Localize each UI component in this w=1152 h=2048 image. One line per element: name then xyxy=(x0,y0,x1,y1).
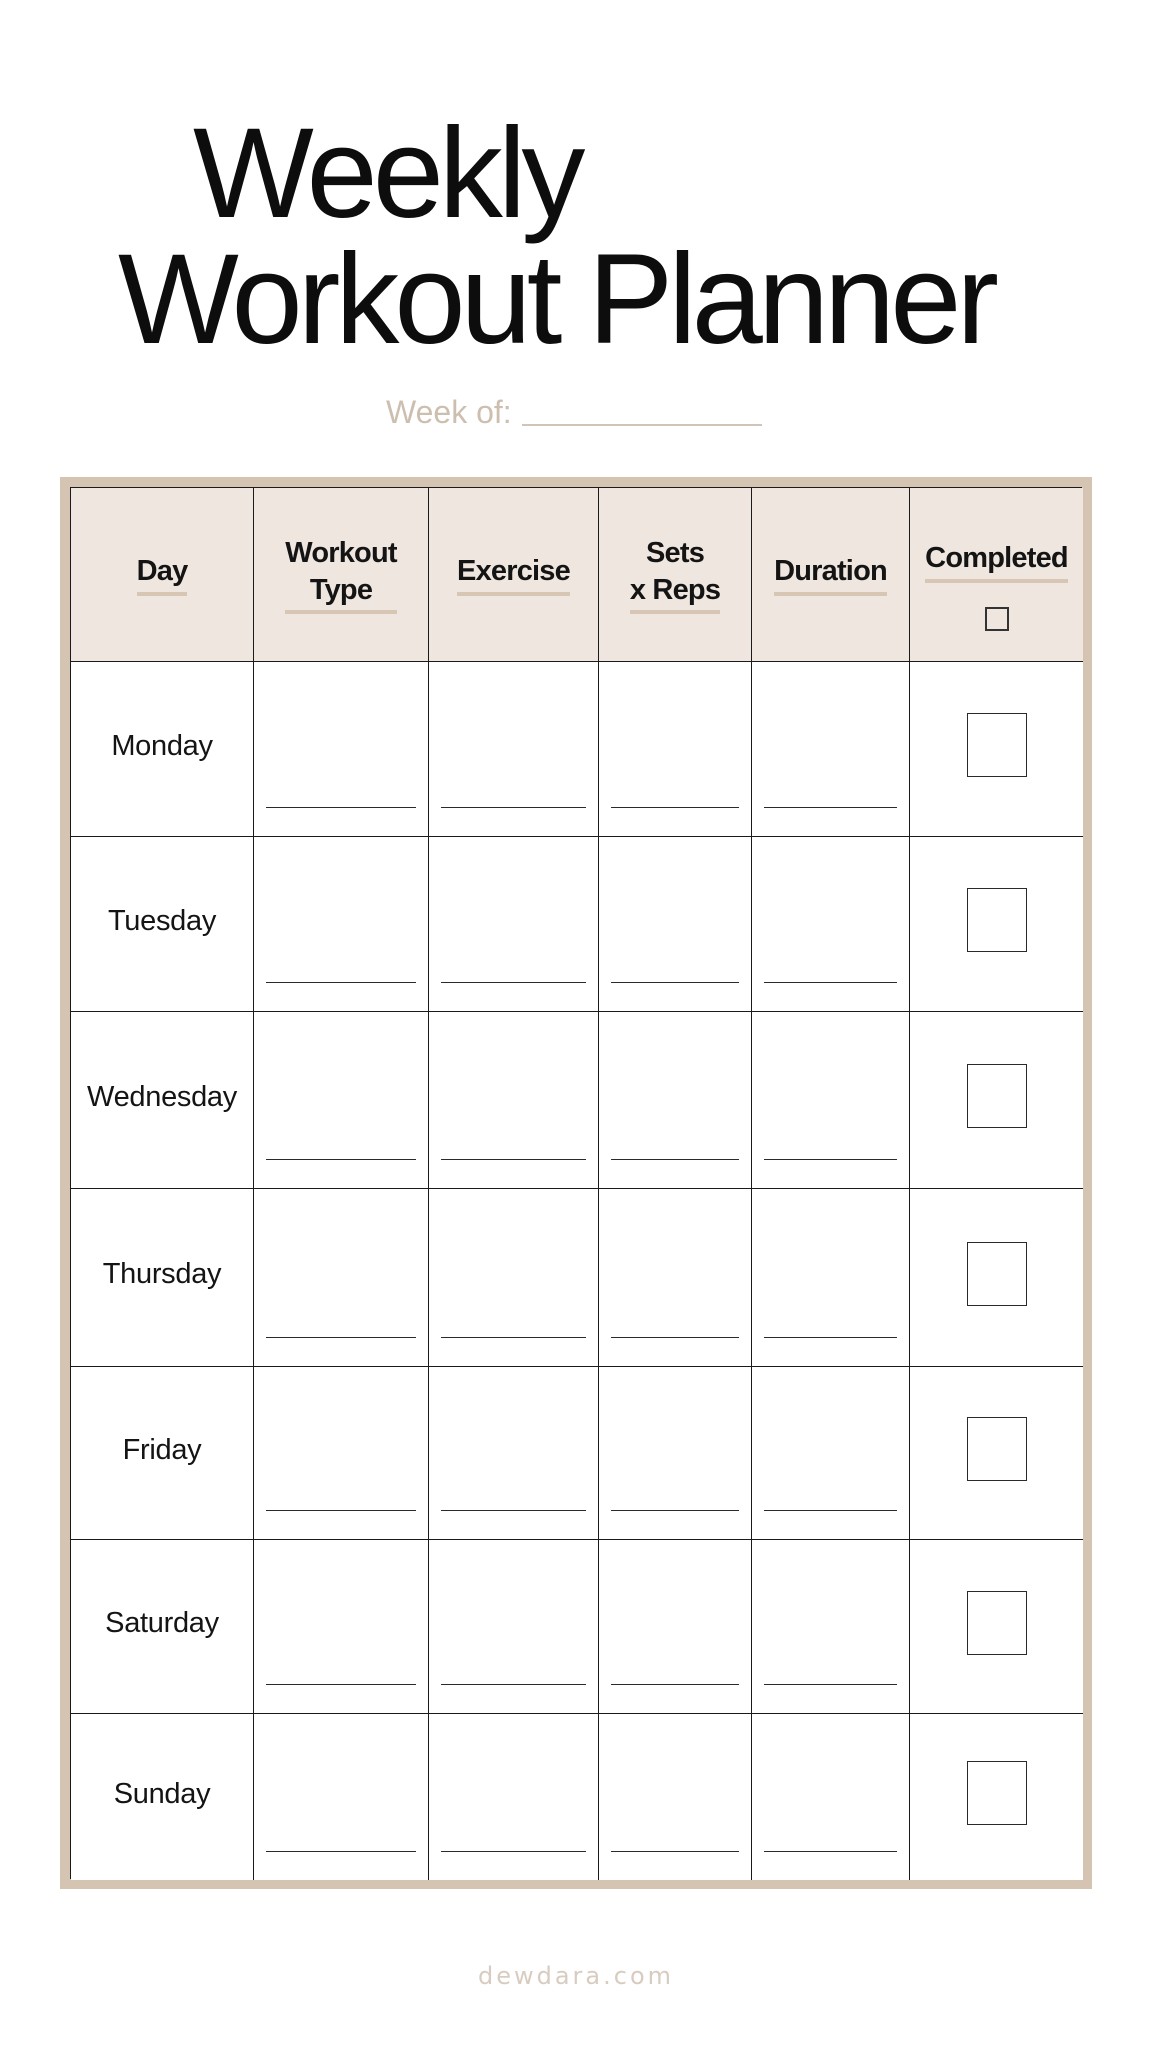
week-of xyxy=(386,396,762,428)
row-saturday-sets-reps-write-line[interactable] xyxy=(611,1684,739,1685)
title-line-1: Weekly xyxy=(193,102,581,245)
row-tuesday-exercise-cell[interactable] xyxy=(429,837,599,1012)
row-saturday-duration-cell[interactable] xyxy=(752,1540,910,1714)
row-tuesday-workout-type-cell[interactable] xyxy=(254,837,429,1012)
row-thursday-sets-reps-cell[interactable] xyxy=(599,1189,752,1367)
row-thursday-exercise-cell[interactable] xyxy=(429,1189,599,1367)
row-friday-duration-write-line[interactable] xyxy=(764,1510,897,1511)
row-friday-day-cell xyxy=(71,1367,254,1540)
row-sunday-duration-cell[interactable] xyxy=(752,1714,910,1880)
week-of-label: Week of: xyxy=(386,394,512,430)
planner-table xyxy=(70,487,1082,1879)
header-day xyxy=(71,488,254,662)
row-sunday-exercise-write-line[interactable] xyxy=(441,1851,586,1852)
row-saturday-completed-cell xyxy=(910,1540,1083,1714)
day-label-friday: Friday xyxy=(122,1433,202,1466)
row-friday-sets-reps-cell[interactable] xyxy=(599,1367,752,1540)
header-workout-type-line-1: Workout xyxy=(285,536,397,569)
planner-table-frame xyxy=(60,477,1092,1889)
row-monday-exercise-cell[interactable] xyxy=(429,662,599,837)
week-of-input-line[interactable] xyxy=(522,424,762,426)
row-thursday-duration-write-line[interactable] xyxy=(764,1337,897,1338)
header-sets-line-2: x Reps xyxy=(629,574,721,606)
row-saturday-workout-type-write-line[interactable] xyxy=(266,1684,416,1685)
row-thursday-workout-type-write-line[interactable] xyxy=(266,1337,416,1338)
row-friday-workout-type-write-line[interactable] xyxy=(266,1510,416,1511)
row-thursday-exercise-write-line[interactable] xyxy=(441,1337,586,1338)
row-sunday-sets-reps-write-line[interactable] xyxy=(611,1851,739,1852)
row-sunday-sets-reps-cell[interactable] xyxy=(599,1714,752,1880)
row-tuesday-duration-cell[interactable] xyxy=(752,837,910,1012)
row-wednesday-sets-reps-write-line[interactable] xyxy=(611,1159,739,1160)
row-thursday-day-cell xyxy=(71,1189,254,1367)
header-sets-reps xyxy=(599,488,752,662)
row-saturday-completed-checkbox[interactable] xyxy=(967,1591,1027,1655)
day-label-tuesday: Tuesday xyxy=(107,904,217,937)
row-sunday-exercise-cell[interactable] xyxy=(429,1714,599,1880)
row-sunday-day-cell xyxy=(71,1714,254,1880)
header-workout-type-line-2: Type xyxy=(309,574,373,606)
row-friday-exercise-write-line[interactable] xyxy=(441,1510,586,1511)
row-wednesday-duration-cell[interactable] xyxy=(752,1012,910,1189)
header-checkbox[interactable] xyxy=(985,607,1009,631)
row-saturday-duration-write-line[interactable] xyxy=(764,1684,897,1685)
row-wednesday-exercise-cell[interactable] xyxy=(429,1012,599,1189)
row-monday-completed-checkbox[interactable] xyxy=(967,713,1027,777)
row-wednesday-exercise-write-line[interactable] xyxy=(441,1159,586,1160)
row-monday-day-cell xyxy=(71,662,254,837)
row-wednesday-workout-type-cell[interactable] xyxy=(254,1012,429,1189)
row-monday-duration-write-line[interactable] xyxy=(764,807,897,808)
row-tuesday-workout-type-write-line[interactable] xyxy=(266,982,416,983)
row-saturday-day-cell xyxy=(71,1540,254,1714)
day-label-saturday: Saturday xyxy=(105,1607,219,1639)
row-wednesday-completed-checkbox[interactable] xyxy=(967,1064,1027,1128)
row-sunday-completed-cell xyxy=(910,1714,1083,1880)
header-duration xyxy=(752,488,910,662)
header-exercise xyxy=(429,488,599,662)
day-label-monday: Monday xyxy=(111,729,213,762)
row-monday-sets-reps-cell[interactable] xyxy=(599,662,752,837)
row-monday-sets-reps-write-line[interactable] xyxy=(611,807,739,808)
row-monday-completed-cell xyxy=(910,662,1083,837)
header-day-label: Day xyxy=(137,553,188,595)
row-wednesday-workout-type-write-line[interactable] xyxy=(266,1159,416,1160)
row-tuesday-completed-cell xyxy=(910,837,1083,1012)
day-label-wednesday: Wednesday xyxy=(87,1080,237,1113)
row-saturday-workout-type-cell[interactable] xyxy=(254,1540,429,1714)
row-monday-workout-type-write-line[interactable] xyxy=(266,807,416,808)
row-friday-sets-reps-write-line[interactable] xyxy=(611,1510,739,1511)
row-tuesday-day-cell xyxy=(71,837,254,1012)
header-sets-reps-label xyxy=(630,535,720,614)
row-wednesday-completed-cell xyxy=(910,1012,1083,1189)
header-completed-label: Completed xyxy=(925,540,1068,582)
row-tuesday-completed-checkbox[interactable] xyxy=(967,888,1027,952)
row-thursday-completed-cell xyxy=(910,1189,1083,1367)
header-completed xyxy=(910,488,1083,662)
row-sunday-duration-write-line[interactable] xyxy=(764,1851,897,1852)
row-friday-workout-type-cell[interactable] xyxy=(254,1367,429,1540)
footer-website: dewdara.com xyxy=(477,1962,675,1990)
row-tuesday-exercise-write-line[interactable] xyxy=(441,982,586,983)
row-wednesday-sets-reps-cell[interactable] xyxy=(599,1012,752,1189)
row-saturday-sets-reps-cell[interactable] xyxy=(599,1540,752,1714)
row-friday-exercise-cell[interactable] xyxy=(429,1367,599,1540)
row-tuesday-sets-reps-cell[interactable] xyxy=(599,837,752,1012)
row-friday-completed-checkbox[interactable] xyxy=(967,1417,1027,1481)
day-label-thursday: Thursday xyxy=(102,1258,222,1290)
title-line-2: Workout Planner xyxy=(118,228,994,371)
row-friday-completed-cell xyxy=(910,1367,1083,1540)
row-monday-workout-type-cell[interactable] xyxy=(254,662,429,837)
row-thursday-workout-type-cell[interactable] xyxy=(254,1189,429,1367)
row-thursday-completed-checkbox[interactable] xyxy=(967,1242,1027,1306)
header-duration-label: Duration xyxy=(774,553,887,595)
header-sets-line-1: Sets xyxy=(645,536,705,569)
row-saturday-exercise-cell[interactable] xyxy=(429,1540,599,1714)
row-saturday-exercise-write-line[interactable] xyxy=(441,1684,586,1685)
row-sunday-workout-type-write-line[interactable] xyxy=(266,1851,416,1852)
row-tuesday-duration-write-line[interactable] xyxy=(764,982,897,983)
header-workout-type-label xyxy=(285,535,396,614)
row-monday-duration-cell[interactable] xyxy=(752,662,910,837)
row-sunday-workout-type-cell[interactable] xyxy=(254,1714,429,1880)
row-friday-duration-cell[interactable] xyxy=(752,1367,910,1540)
row-sunday-completed-checkbox[interactable] xyxy=(967,1761,1027,1825)
row-wednesday-duration-write-line[interactable] xyxy=(764,1159,897,1160)
header-exercise-label: Exercise xyxy=(457,553,570,595)
row-monday-exercise-write-line[interactable] xyxy=(441,807,586,808)
row-thursday-sets-reps-write-line[interactable] xyxy=(611,1337,739,1338)
day-label-sunday: Sunday xyxy=(113,1777,211,1810)
row-wednesday-day-cell xyxy=(71,1012,254,1189)
row-tuesday-sets-reps-write-line[interactable] xyxy=(611,982,739,983)
row-thursday-duration-cell[interactable] xyxy=(752,1189,910,1367)
header-workout-type xyxy=(254,488,429,662)
